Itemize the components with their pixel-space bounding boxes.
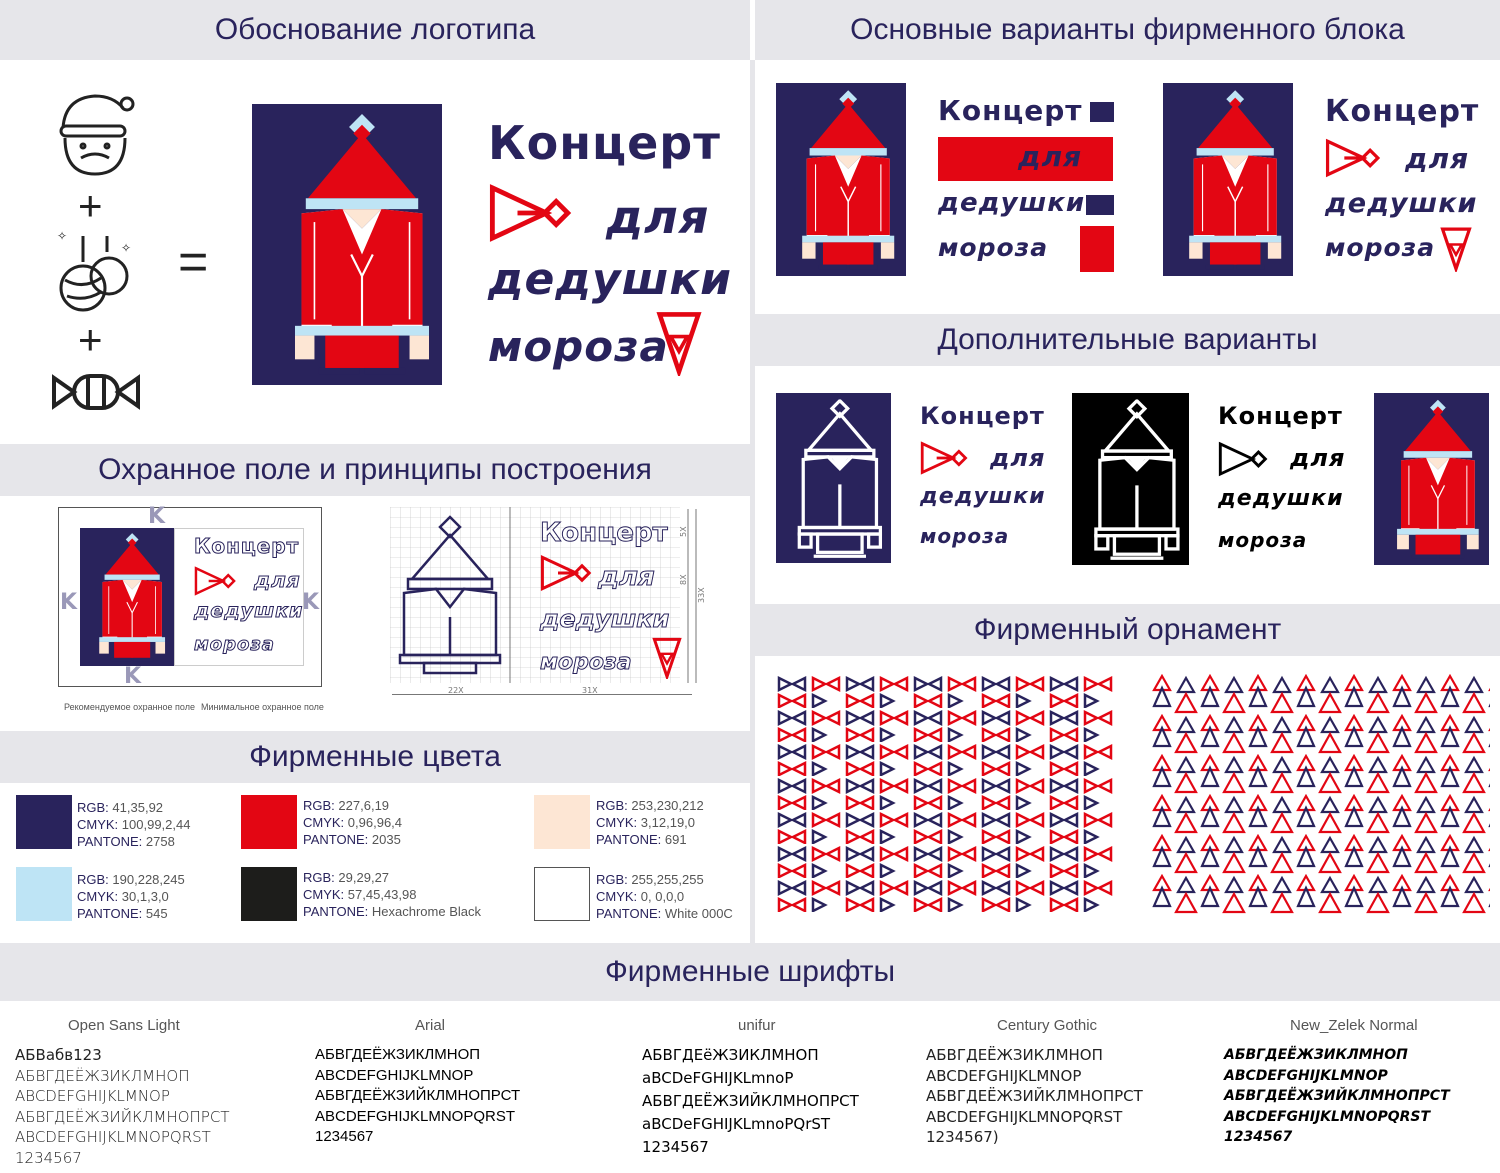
color-swatch-navy bbox=[16, 795, 72, 849]
color-info-skin: RGB: 253,230,212 CMYK: 3,12,19,0 PANTONE: 691 bbox=[596, 798, 704, 847]
additional-variant-color-santa bbox=[1374, 393, 1489, 565]
protection-word-1: Концерт bbox=[194, 534, 300, 558]
protection-word-4: мороза bbox=[194, 634, 275, 655]
arrow-mark-icon bbox=[1325, 138, 1383, 178]
additional-1-word-1: Концерт bbox=[920, 402, 1045, 430]
font-sample-new-zelek bbox=[1224, 1045, 1450, 1148]
font-sample-line: ABCDEFGHIJKLMNOPQRST bbox=[1224, 1108, 1431, 1125]
section-header-main-variants bbox=[755, 0, 1500, 60]
font-sample-line: АБВГДЕёЖЗИКЛМНОП bbox=[642, 1046, 819, 1064]
font-sample-line: ABCDEFGHIJKLMNOP bbox=[926, 1066, 1082, 1085]
color-info-black: RGB: 29,29,27 CMYK: 57,45,43,98 PANTONE: Hexachrome Black bbox=[303, 870, 481, 919]
font-name-open-sans: Open Sans Light bbox=[68, 1017, 180, 1034]
font-sample-line: ABCDEFGHIJKLMNOP bbox=[1224, 1067, 1388, 1084]
header-text: Фирменный орнамент bbox=[973, 613, 1282, 646]
section-header-additional-variants bbox=[755, 314, 1500, 366]
section-header-ornament bbox=[755, 604, 1500, 656]
header-text: Фирменные шрифты bbox=[604, 955, 896, 988]
arrow-mark-icon bbox=[920, 440, 970, 476]
additional-2-word-4: мороза bbox=[1218, 528, 1308, 552]
protection-k-marker: K bbox=[124, 664, 142, 689]
santa-face-icon bbox=[55, 88, 135, 178]
variant-2-word-2: для bbox=[1405, 142, 1470, 175]
protection-word-2: для bbox=[254, 568, 301, 592]
color-swatch-red bbox=[241, 795, 297, 849]
equals-sign: = bbox=[178, 233, 209, 291]
variant-2-word-4: мороза bbox=[1325, 233, 1436, 262]
dim-5x: 5X bbox=[679, 526, 688, 537]
color-swatch-black bbox=[241, 867, 297, 921]
dim-22x: 22X bbox=[448, 686, 464, 695]
logo-word-dedushki: дедушки bbox=[488, 254, 733, 305]
main-variant-2-santa bbox=[1163, 83, 1293, 276]
font-sample-line: ABCDEFGHIJKLMNOP bbox=[15, 1087, 170, 1105]
ornament-trees-pattern bbox=[1152, 674, 1490, 914]
caption-recommended-field: Рекомендуемое охранное поле bbox=[64, 702, 195, 712]
main-variant-1-santa bbox=[776, 83, 906, 276]
font-sample-line: АБВГДЕЁЖЗИЙКЛМНОПРСТ bbox=[642, 1092, 859, 1110]
additional-2-word-2: для bbox=[1290, 444, 1346, 472]
variant-1-word-2: для bbox=[1018, 140, 1083, 173]
font-sample-line: АБВГДЕЁЖЗИКЛМНОП bbox=[1224, 1047, 1408, 1063]
font-sample-line: АБВабв123 bbox=[15, 1046, 102, 1064]
font-sample-century-gothic bbox=[926, 1045, 1143, 1148]
main-logo-santa bbox=[252, 104, 442, 385]
plus-sign: + bbox=[78, 182, 103, 229]
header-text: Основные варианты фирменного блока bbox=[850, 13, 1405, 46]
dim-33x: 33X bbox=[697, 587, 706, 603]
color-info-navy: RGB: 41,35,92 CMYK: 100,99,2,44 PANTONE: 2758 bbox=[77, 800, 191, 849]
dim-31x: 31X bbox=[582, 686, 598, 695]
ornament-bows-pattern bbox=[776, 674, 1116, 914]
font-sample-line: 1234567 bbox=[15, 1148, 82, 1167]
candy-icon bbox=[50, 372, 142, 412]
font-sample-line: АБВГДЕЁЖЗИКЛМНОП bbox=[315, 1046, 481, 1063]
variant-1-bar bbox=[1090, 102, 1114, 122]
protection-field-santa bbox=[80, 528, 174, 666]
svg-text:✧: ✧ bbox=[57, 229, 68, 243]
font-sample-line: 1234567) bbox=[926, 1128, 999, 1146]
font-sample-line: ABCDEFGHIJKLMNOPQRST bbox=[315, 1107, 516, 1125]
additional-variant-black-santa bbox=[1072, 393, 1189, 565]
additional-1-word-4: мороза bbox=[920, 524, 1010, 548]
plus-sign: + bbox=[78, 316, 103, 363]
ornaments-icon bbox=[55, 228, 135, 318]
additional-1-word-3: дедушки bbox=[920, 484, 1046, 509]
grid-logo-word: Концерт bbox=[540, 518, 668, 548]
section-header-colors bbox=[0, 731, 750, 783]
arrow-mark-icon-black bbox=[1218, 440, 1270, 478]
logo-word-dlya: для bbox=[606, 190, 710, 244]
header-text: Обоснование логотипа bbox=[214, 13, 536, 46]
vertical-divider bbox=[750, 60, 755, 943]
variant-1-red-block bbox=[1080, 226, 1114, 272]
variant-1-word-4: мороза bbox=[938, 233, 1049, 262]
font-sample-line: 1234567 bbox=[315, 1128, 374, 1145]
variant-1-bar bbox=[1086, 195, 1114, 215]
arrow-mark-icon bbox=[194, 566, 238, 596]
font-sample-line: aBCDeFGHIJKLmnoPQrST bbox=[642, 1115, 831, 1133]
font-sample-line: ABCDEFGHIJKLMNOPQRST bbox=[15, 1128, 211, 1146]
font-name-arial: Arial bbox=[415, 1017, 446, 1034]
variant-2-word-3: дедушки bbox=[1325, 188, 1478, 219]
protection-k-marker: K bbox=[148, 504, 166, 529]
grid-logo-word: дедушки bbox=[540, 605, 670, 633]
color-info-red: RGB: 227,6,19 CMYK: 0,96,96,4 PANTONE: 2035 bbox=[303, 798, 403, 847]
font-sample-line: aBCDeFGHIJKLmnoP bbox=[642, 1069, 794, 1087]
color-info-lightblue: RGB: 190,228,245 CMYK: 30,1,3,0 PANTONE: 545 bbox=[77, 872, 185, 921]
header-text: Фирменные цвета bbox=[249, 740, 501, 773]
font-sample-line: 1234567 bbox=[1224, 1129, 1293, 1145]
additional-2-word-3: дедушки bbox=[1218, 486, 1344, 511]
construction-grid bbox=[390, 507, 708, 687]
font-sample-arial bbox=[315, 1045, 520, 1148]
font-sample-line: АБВГДЕЁЖЗИЙКЛМНОПРСТ bbox=[1224, 1088, 1450, 1104]
font-name-century-gothic: Century Gothic bbox=[997, 1017, 1098, 1034]
triangle-mark-icon bbox=[1440, 226, 1472, 272]
section-header-protection-field bbox=[0, 444, 750, 496]
arrow-mark-icon bbox=[488, 184, 576, 242]
construction-dimension-line bbox=[392, 694, 692, 695]
font-name-new-zelek: New_Zelek Normal bbox=[1290, 1017, 1418, 1034]
header-text: Охранное поле и принципы построения bbox=[98, 453, 652, 486]
font-sample-line: АБВГДЕЁЖЗИКЛМНОП bbox=[926, 1046, 1103, 1064]
svg-text:✧: ✧ bbox=[121, 241, 132, 255]
section-header-fonts bbox=[0, 943, 1500, 1001]
font-sample-line: АБВГДЕЁЖЗИЙКЛМНОПРСТ bbox=[926, 1087, 1143, 1105]
color-swatch-lightblue bbox=[16, 867, 72, 921]
logo-word-koncert: Концерт bbox=[488, 116, 721, 170]
protection-k-marker: K bbox=[302, 590, 320, 615]
font-sample-line: АБВГДЕЁЖЗИКЛМНОП bbox=[15, 1066, 190, 1085]
grid-logo-word: для bbox=[598, 562, 655, 592]
additional-2-word-1: Концерт bbox=[1218, 402, 1343, 430]
color-info-white: RGB: 255,255,255 CMYK: 0, 0,0,0 PANTONE: White 000C bbox=[596, 872, 733, 921]
logo-word-moroza: мороза bbox=[488, 322, 669, 371]
font-sample-line: ABCDEFGHIJKLMNOPQRST bbox=[926, 1107, 1123, 1126]
font-sample-unifur bbox=[642, 1044, 859, 1159]
protection-word-3: дедушки bbox=[194, 600, 304, 622]
dim-8x: 8X bbox=[679, 574, 688, 585]
triangle-mark-icon bbox=[656, 310, 702, 376]
font-name-unifur: unifur bbox=[738, 1017, 776, 1034]
font-sample-line: АБВГДЕЁЖЗИЙКЛМНОПРСТ bbox=[15, 1107, 230, 1126]
variant-2-word-1: Концерт bbox=[1325, 94, 1480, 129]
additional-variant-navy-santa bbox=[776, 393, 891, 563]
caption-minimal-field: Минимальное охранное поле bbox=[201, 702, 324, 712]
variant-1-word-1: Концерт bbox=[938, 94, 1083, 127]
font-sample-line: ABCDEFGHIJKLMNOP bbox=[315, 1066, 474, 1084]
font-sample-line: 1234567 bbox=[642, 1138, 709, 1156]
section-header-logo-rationale bbox=[0, 0, 750, 60]
color-swatch-skin bbox=[534, 795, 590, 849]
additional-1-word-2: для bbox=[990, 444, 1046, 472]
variant-1-word-3: дедушки bbox=[938, 188, 1086, 218]
protection-k-marker: K bbox=[60, 590, 78, 615]
grid-logo-word: мороза bbox=[540, 650, 632, 675]
color-swatch-white bbox=[534, 867, 590, 921]
header-text: Дополнительные варианты bbox=[937, 323, 1318, 356]
font-sample-open-sans bbox=[15, 1045, 230, 1168]
font-sample-line: АБВГДЕЁЖЗИЙКЛМНОПРСТ bbox=[315, 1087, 521, 1104]
